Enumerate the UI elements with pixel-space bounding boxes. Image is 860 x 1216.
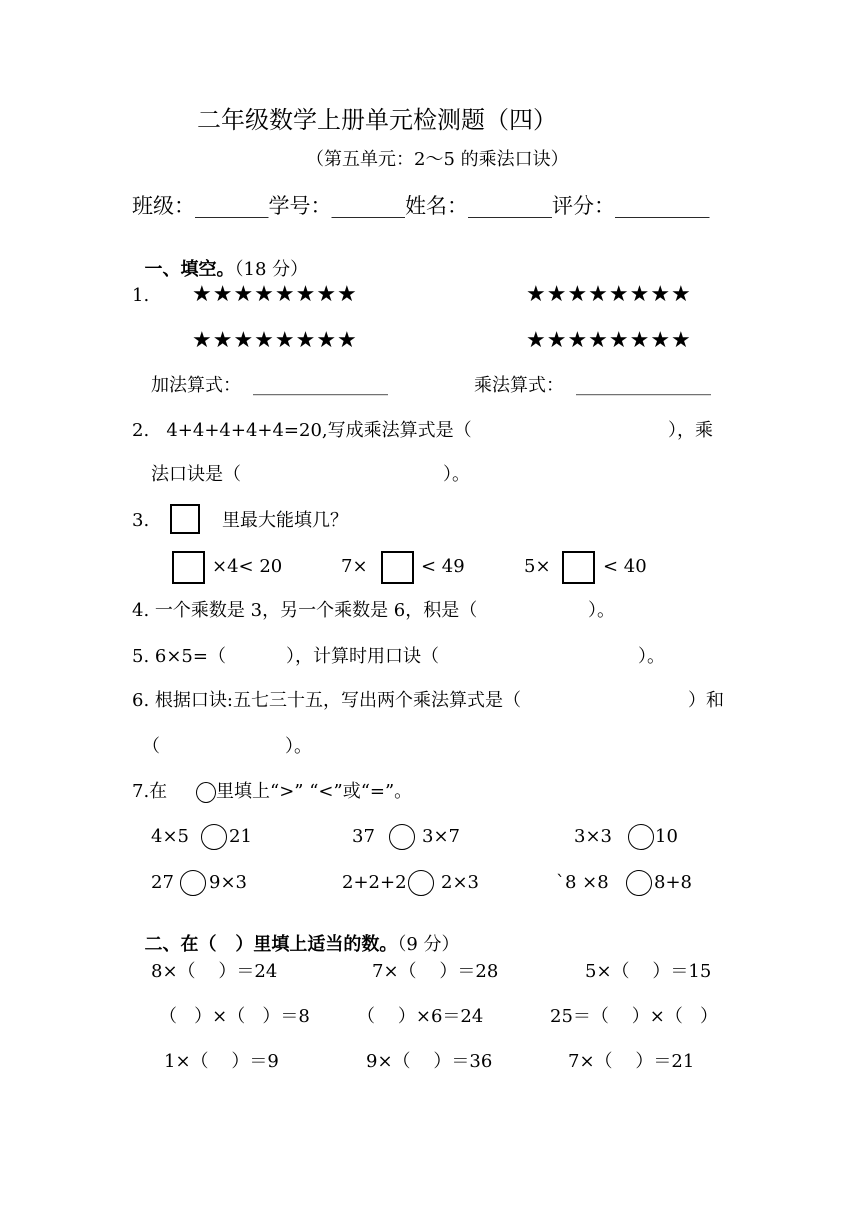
addition-label: 加法算式： xyxy=(151,375,241,396)
q6-text: 6. 根据口诀:五七三十五，写出两个乘法算式是（ xyxy=(132,690,521,711)
q6-line2-start: （ xyxy=(142,736,160,757)
q4-text-end: ）。 xyxy=(588,600,615,621)
compare-left-6: `8 ×8 xyxy=(556,872,609,893)
q2-line2-start: 法口诀是（ xyxy=(151,464,241,485)
star-row-2: ★★★★★★★★ xyxy=(526,282,692,307)
q5-text-middle: ），计算时用口诀（ xyxy=(286,646,439,667)
student-info-fields: 班级：_______学号：_______姓名：________评分：_________ xyxy=(132,194,710,218)
compare-circle-3[interactable] xyxy=(628,824,654,850)
q3-text: 里最大能填几？ xyxy=(222,510,348,531)
star-row-4: ★★★★★★★★ xyxy=(526,328,692,353)
answer-square-1[interactable] xyxy=(172,551,205,584)
page-title: 二年级数学上册单元检测题（四） xyxy=(197,106,557,134)
sample-circle xyxy=(196,782,216,803)
fill-2-3[interactable]: 25＝（ ）×（ ） xyxy=(550,1006,719,1027)
fill-2-1[interactable]: （ ）×（ ）＝8 xyxy=(159,1006,310,1027)
q3-number: 3. xyxy=(132,510,150,531)
answer-square-3[interactable] xyxy=(562,551,595,584)
fill-3-3[interactable]: 7×（ ）＝21 xyxy=(568,1051,695,1072)
q5-text: 5. 6×5=（ xyxy=(132,646,226,667)
answer-square-2[interactable] xyxy=(381,551,414,584)
q2-text-end: ），乘 xyxy=(668,420,713,441)
q2-text: 2. 4+4+4+4+4=20,写成乘法算式是（ xyxy=(132,420,472,441)
section-2-title: 二、在（ ）里填上适当的数。 xyxy=(144,934,398,955)
compare-left-5: 2+2+2 xyxy=(342,872,407,893)
section-2-points: （9 分） xyxy=(397,934,460,955)
compare-right-4: 9×3 xyxy=(209,872,247,893)
q2-line2-end: ）。 xyxy=(443,464,470,485)
compare-right-1: 21 xyxy=(229,826,252,847)
fill-3-1[interactable]: 1×（ ）＝9 xyxy=(164,1051,279,1072)
compare-right-6: 8+8 xyxy=(654,872,692,893)
compare-left-2: 37 xyxy=(352,826,375,847)
compare-circle-6[interactable] xyxy=(626,870,652,896)
section-1-points: （18 分） xyxy=(234,259,309,280)
q3-expr-2-right: < 49 xyxy=(421,556,465,577)
fill-3-2[interactable]: 9×（ ）＝36 xyxy=(366,1051,493,1072)
section-1-heading xyxy=(132,243,308,279)
multiplication-answer-blank[interactable]: _______________ xyxy=(576,375,711,396)
compare-left-3: 3×3 xyxy=(574,826,612,847)
q3-expr-1: ×4< 20 xyxy=(212,556,283,577)
q4-text: 4. 一个乘数是 3，另一个乘数是 6，积是（ xyxy=(132,600,478,621)
fill-1-2[interactable]: 7×（ ）＝28 xyxy=(372,961,499,982)
compare-right-3: 10 xyxy=(655,826,678,847)
compare-left-1: 4×5 xyxy=(151,826,189,847)
compare-circle-5[interactable] xyxy=(408,870,434,896)
star-row-1: ★★★★★★★★ xyxy=(192,282,358,307)
q1-number: 1. xyxy=(132,285,150,306)
compare-circle-2[interactable] xyxy=(389,824,415,850)
compare-right-5: 2×3 xyxy=(441,872,479,893)
multiplication-label: 乘法算式： xyxy=(474,375,564,396)
q7-text: 7.在 xyxy=(132,781,168,802)
page-subtitle: （第五单元：2～5 的乘法口诀） xyxy=(306,149,569,170)
q5-text-end: ）。 xyxy=(638,646,665,667)
q3-expr-3-left: 5× xyxy=(524,556,551,577)
compare-right-2: 3×7 xyxy=(422,826,460,847)
fill-1-3[interactable]: 5×（ ）＝15 xyxy=(585,961,712,982)
answer-square[interactable] xyxy=(170,504,200,534)
fill-2-2[interactable]: （ ）×6＝24 xyxy=(357,1006,484,1027)
fill-1-1[interactable]: 8×（ ）＝24 xyxy=(151,961,278,982)
section-2-heading xyxy=(132,918,460,954)
q6-text-and: ）和 xyxy=(688,690,724,711)
addition-answer-blank[interactable]: _______________ xyxy=(253,375,388,396)
star-row-3: ★★★★★★★★ xyxy=(192,328,358,353)
compare-left-4: 27 xyxy=(151,872,174,893)
q6-line2-end: ）。 xyxy=(285,736,312,757)
q7-instruction: 里填上“>” “<”或“=”。 xyxy=(216,781,413,802)
compare-circle-1[interactable] xyxy=(201,824,227,850)
q3-expr-3-right: < 40 xyxy=(603,556,647,577)
q3-expr-2-left: 7× xyxy=(341,556,368,577)
compare-circle-4[interactable] xyxy=(180,870,206,896)
section-1-title: 一、填空。 xyxy=(144,259,235,280)
